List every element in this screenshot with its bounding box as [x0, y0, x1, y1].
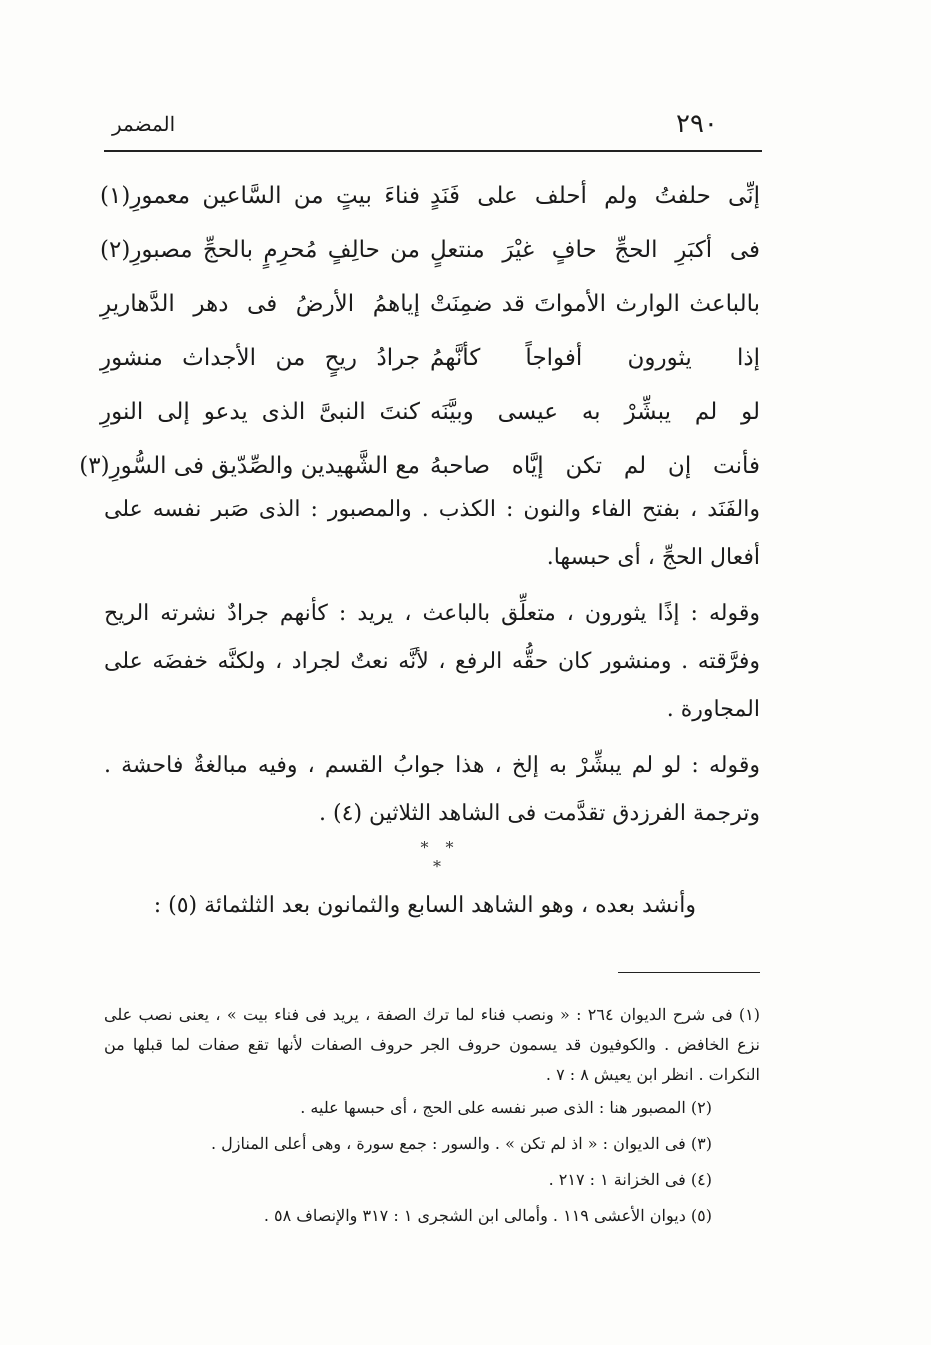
verse-second-hemistich: من حالِفٍ مُحرِمٍ بالحجِّ مصبورِ(٢) — [100, 237, 420, 263]
commentary-paragraph: وقوله : إذًا يثورون ، متعلِّق بالباعث ، يريد : كأنهم جرادٌ نشرته الريح وفرَّقته . ومنشور كان حقُّه الرفع ، لأنَّه نعتٌ لجراد ، ولكنَّه خفضَه على المجاورة . — [104, 601, 760, 722]
verse-line — [100, 388, 760, 442]
verse-second-hemistich: جرادُ ريحٍ من الأجداث منشورِ — [100, 345, 420, 371]
verse-second-hemistich: إياهمُ الأرضُ فى دهر الدَّهاريرِ — [100, 291, 420, 317]
verse-line — [100, 226, 760, 280]
footnote: (٤) فى الخزانة ١ : ٢١٧ . — [548, 1170, 712, 1189]
footnote: (٥) ديوان الأعشى ١١٩ . وأمالى ابن الشجرى ١ : ٣١٧ والإنصاف ٥٨ . — [263, 1206, 712, 1225]
footnote: (١) فى شرح الديوان ٢٦٤ : « ونصب فناء لما ترك الصفة ، يريد فى فناء بيت » ، يعنى نصب على نزع الخافض . والكوفيون قد يسمون حروف الجر حروف الصفات لأنها تقع صفات لما قبلها من النكرات . انظر ابن يعيش ٨ : ٧ . — [104, 1005, 760, 1084]
running-title: المضمر — [112, 112, 176, 136]
verse-line — [100, 172, 760, 226]
page-number: ٢٩٠ — [676, 109, 718, 139]
verse-second-hemistich: مع الشَّهيدين والصِّدّيق فى السُّورِ(٣) — [79, 453, 420, 479]
verse-first-hemistich: إنِّى حلفتُ ولم أحلف على فَنَدٍ — [430, 183, 760, 209]
footnote: (٢) المصبور هنا : الذى صبر نفسه على الحج ، أى حبسها عليه . — [300, 1098, 712, 1117]
verse-first-hemistich: بالباعث الوارث الأمواتَ قد ضمِنَتْ — [430, 291, 760, 317]
verse-second-hemistich: كنتَ النبىَّ الذى يدعو إلى النورِ — [100, 399, 420, 425]
verse-line — [100, 334, 760, 388]
footnote: (٣) فى الديوان : « اذ لم تكن » . والسور : جمع سورة ، وهى أعلى المنازل . — [210, 1134, 712, 1153]
verse-first-hemistich: إذا يثورون أفواجاً كأنَّهمُ — [430, 345, 760, 371]
verse-first-hemistich: فأنت إن لم تكن إيَّاه صاحبهُ — [430, 453, 760, 479]
verse-first-hemistich: فى أكبَرِ الحجِّ حافٍ غيْرَ منتعلٍ — [430, 237, 760, 263]
header-rule — [104, 150, 762, 152]
closing-line: وأنشد بعده ، وهو الشاهد السابع والثمانون بعد الثلثمائة (٥) : — [153, 893, 696, 918]
poem-verses — [79, 172, 760, 496]
section-separator: * * * — [420, 838, 460, 876]
verse-second-hemistich: فناءَ بيتٍ من السَّاعين معمورِ(١) — [100, 183, 420, 209]
footnotes — [104, 1000, 760, 1234]
verse-first-hemistich: لو لم يبشِّرْ به عيسى وبيَّنَه — [430, 399, 760, 425]
verse-line — [100, 280, 760, 334]
commentary-paragraph: وقوله : لو لم يبشِّرْ به إلخ ، هذا جوابُ القسم ، وفيه مبالغةٌ فاحشة . وترجمة الفرزدق تقدَّمت فى الشاهد الثلاثين (٤) . — [104, 753, 760, 826]
commentary — [104, 486, 760, 838]
commentary-paragraph: والفَنَد ، بفتح الفاء والنون : الكذب . والمصبور : الذى صَبر نفسه على أفعال الحجِّ ، أى حبسها. — [104, 497, 760, 570]
footnote-rule — [618, 972, 760, 973]
